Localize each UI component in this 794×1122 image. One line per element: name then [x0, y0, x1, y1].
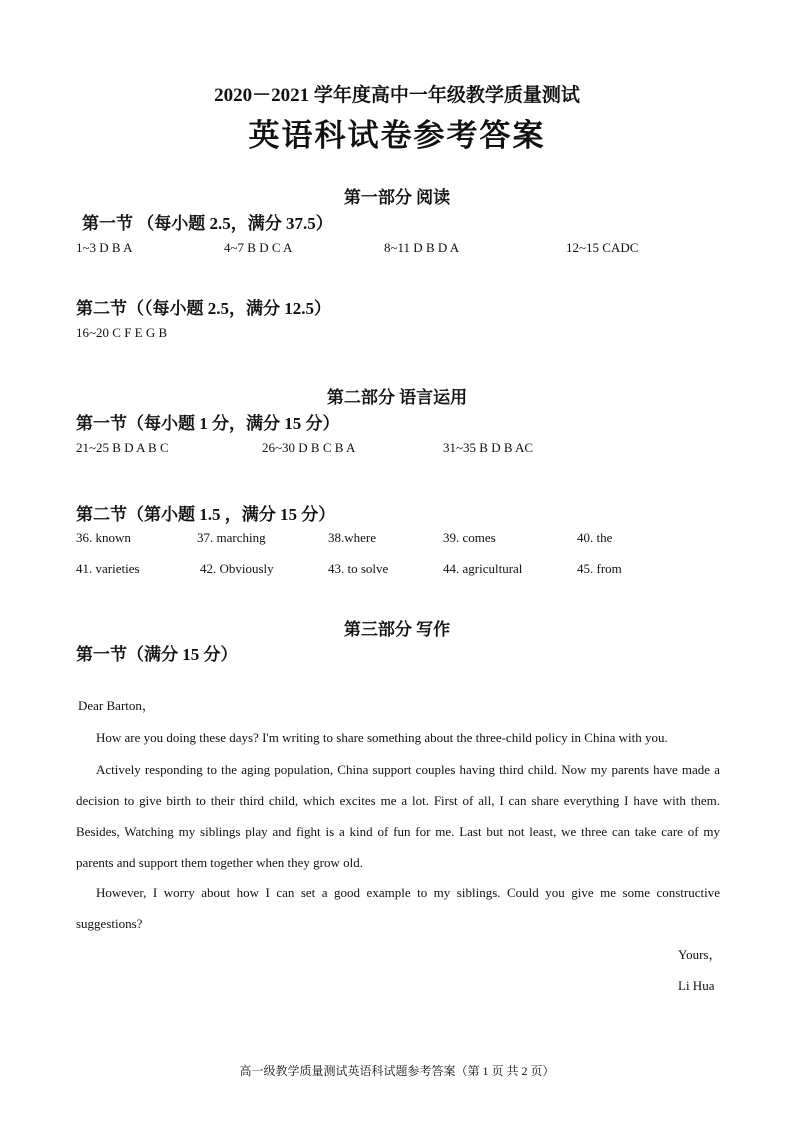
answer-group: 1~3 D B A [76, 240, 133, 255]
letter-paragraph-1: How are you doing these days? I'm writing to share something about the three-child policy in China with you. [96, 730, 668, 745]
cloze-answer: 45. from [577, 561, 622, 576]
cloze-answer: 39. comes [443, 530, 496, 545]
part2-title: 第二部分 语言运用 [326, 388, 468, 407]
cloze-answer: 38.where [328, 530, 377, 545]
letter-paragraph-2: Actively responding to the aging population, China support couples having third child. Now my parents have made a decision to give birth to their third child, which excites me a lot. First of all, I can share everything I have with them. Besides, Watching my siblings play and fight is a kind of fun for me. Last but not least, we three can take care of my parents and support them together when they grow old. [76, 762, 720, 870]
part1-title: 第一部分 阅读 [343, 188, 451, 207]
part1-sec2-title: 第二节（（每小题 2.5，满分 12.5） [76, 299, 331, 318]
answer-group: 8~11 D B D A [384, 240, 460, 255]
answer-group: 26~30 D B C B A [262, 440, 356, 455]
answer-group: 31~35 B D B AC [443, 440, 534, 455]
cloze-answer: 42. Obviously [200, 561, 274, 576]
cloze-answer: 44. agricultural [443, 561, 523, 576]
letter-signature: Li Hua [678, 978, 715, 993]
answer-key-title: 英语科试卷参考答案 [248, 118, 546, 153]
exam-year-title: 2020－2021 学年度高中一年级教学质量测试 [214, 85, 580, 106]
part1-sec1-title: 第一节 （每小题 2.5，满分 37.5） [82, 214, 333, 233]
cloze-answer: 40. the [577, 530, 613, 545]
part3-sec1-title: 第一节（满分 15 分） [76, 645, 238, 664]
answer-group: 4~7 B D C A [224, 240, 293, 255]
letter-paragraph-3: However, I worry about how I can set a good example to my siblings. Could you give me some constructive suggestions? [76, 885, 720, 931]
letter-greeting: Dear Barton， [78, 698, 155, 713]
answer-group: 16~20 C F E G B [76, 325, 168, 340]
cloze-answer: 36. known [76, 530, 131, 545]
letter-closing: Yours， [678, 947, 722, 962]
page-footer: 高一级教学质量测试英语科试题参考答案（第 1 页 共 2 页） [239, 1064, 555, 1078]
part2-sec2-title: 第二节（第小题 1.5 ，满分 15 分） [76, 505, 336, 524]
part3-title: 第三部分 写作 [343, 620, 451, 639]
answer-group: 12~15 CADC [566, 240, 639, 255]
cloze-answer: 41. varieties [76, 561, 140, 576]
answer-group: 21~25 B D A B C [76, 440, 169, 455]
cloze-answer: 37. marching [197, 530, 266, 545]
cloze-answer: 43. to solve [328, 561, 389, 576]
part2-sec1-title: 第一节（每小题 1 分，满分 15 分） [76, 414, 340, 433]
